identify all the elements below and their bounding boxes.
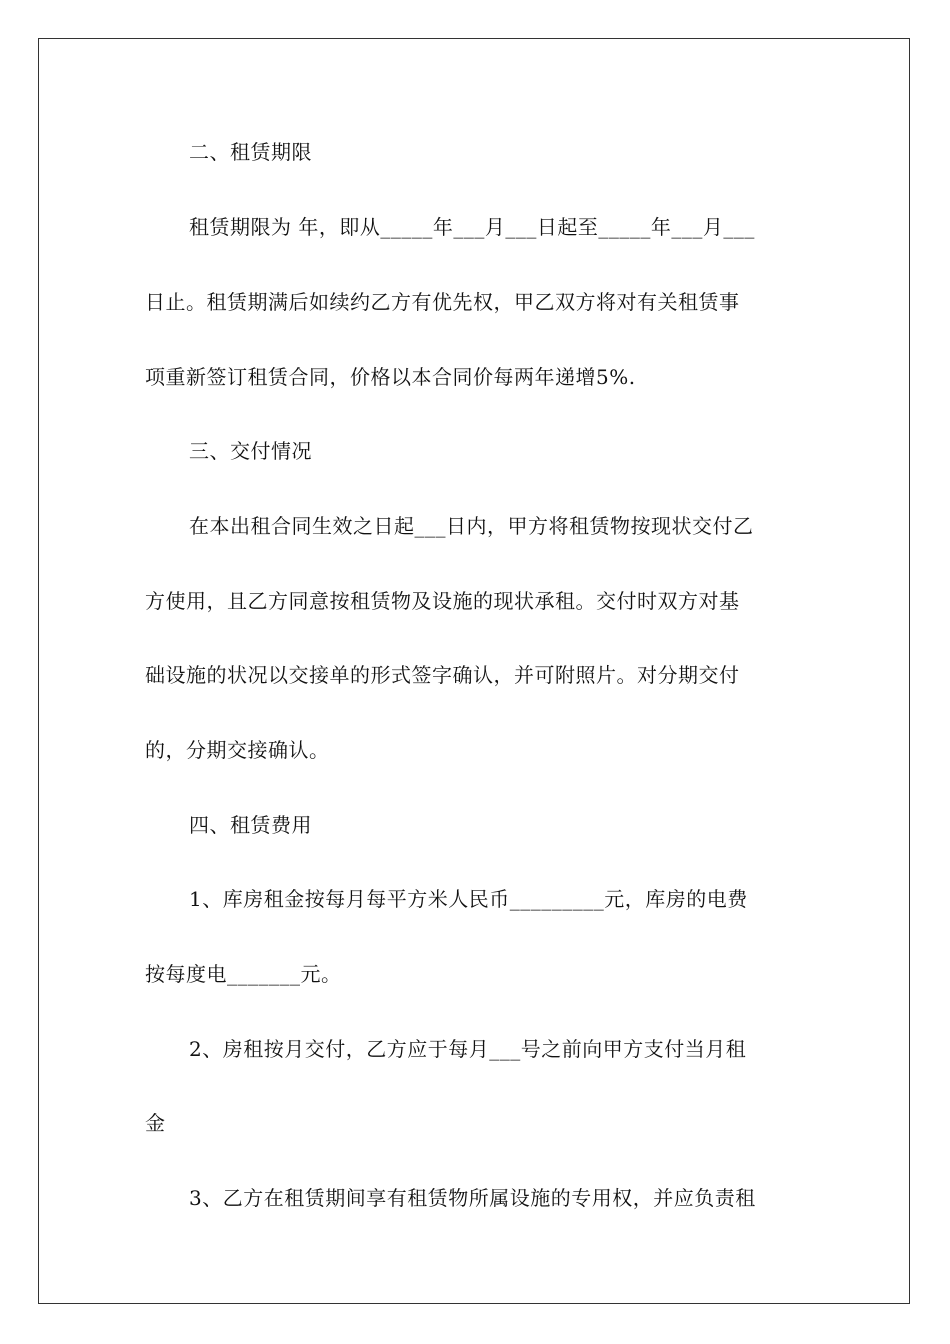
- section-heading-lease-fees: 四、租赁费用: [189, 813, 312, 837]
- paragraph-line: 项重新签订租赁合同，价格以本合同价每两年递增5%.: [145, 365, 636, 389]
- paragraph-line: 3、乙方在租赁期间享有租赁物所属设施的专用权，并应负责租: [189, 1186, 756, 1210]
- section-heading-lease-term: 二、租赁期限: [189, 140, 312, 164]
- paragraph-line: 础设施的状况以交接单的形式签字确认，并可附照片。对分期交付: [145, 663, 740, 687]
- paragraph-line: 在本出租合同生效之日起___日内，甲方将租赁物按现状交付乙: [189, 514, 754, 538]
- paragraph-line: 租赁期限为 年，即从_____年___月___日起至_____年___月___: [189, 215, 755, 239]
- paragraph-line: 按每度电_______元。: [145, 962, 342, 986]
- paragraph-line: 日止。租赁期满后如续约乙方有优先权，甲乙双方将对有关租赁事: [145, 290, 740, 314]
- section-heading-delivery: 三、交付情况: [189, 439, 312, 463]
- paragraph-line: 1、库房租金按每月每平方米人民币_________元，库房的电费: [189, 887, 748, 911]
- paragraph-line: 的，分期交接确认。: [145, 738, 330, 762]
- paragraph-line: 2、房租按月交付，乙方应于每月___号之前向甲方支付当月租: [189, 1037, 747, 1061]
- paragraph-line: 方使用，且乙方同意按租赁物及设施的现状承租。交付时双方对基: [145, 589, 740, 613]
- paragraph-line: 金: [145, 1111, 166, 1135]
